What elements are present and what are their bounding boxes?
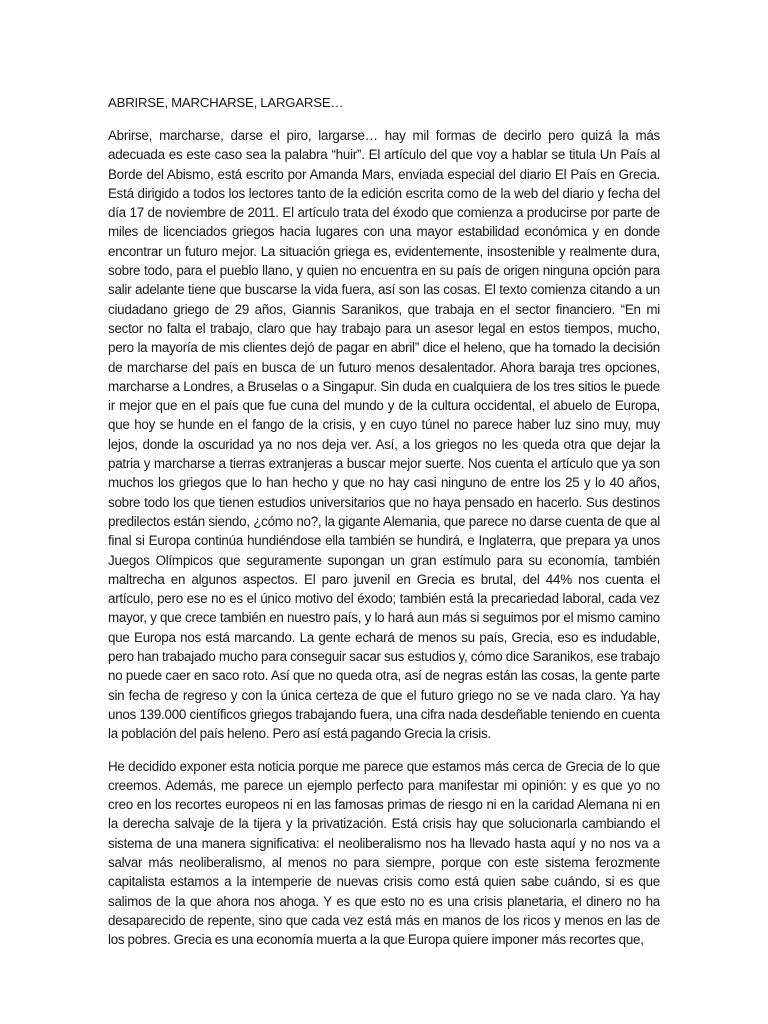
document-body (108, 94, 660, 949)
paragraph-1: Abrirse, marcharse, darse el piro, largarse… hay mil formas de decirlo pero quizá la más adecuada es este caso sea la palabra “huir”. El artículo del que voy a hablar se titula Un País al Borde del Abismo, está escrito por Amanda Mars, enviada especial del diario El País en Grecia. Está dirigido a todos los lectores tanto de la edición escrita como de la web del diario y fecha del día 17 de noviembre de 2011. El artículo trata del éxodo que comienza a producirse por parte de miles de licenciados griegos hacia lugares con una mayor estabilidad económica y en donde encontrar un futuro mejor. La situación griega es, evidentemente, insostenible y realmente dura, sobre todo, para el pueblo llano, y quien no encuentra en su país de origen ninguna opción para salir adelante tiene que buscarse la vida fuera, así son las cosas. El texto comienza citando a un ciudadano griego de 29 años, Giannis Saranikos, que trabaja en el sector financiero. “En mi sector no falta el trabajo, claro que hay trabajo para un asesor legal en estos tiempos, mucho, pero la mayoría de mis clientes dejó de pagar en abril” dice el heleno, que ha tomado la decisión de marcharse del país en busca de un futuro menos desalentador. Ahora baraja tres opciones, marcharse a Londres, a Bruselas o a Singapur. Sin duda en cualquiera de los tres sitios le puede ir mejor que en el país que fue cuna del mundo y de la cultura occidental, el abuelo de Europa, que hoy se hunde en el fango de la crisis, y en cuyo túnel no parece haber luz sino muy, muy lejos, donde la oscuridad ya no nos deja ver. Así, a los griegos no les queda otra que dejar la patria y marcharse a tierras extranjeras a buscar mejor suerte. Nos cuenta el artículo que ya son muchos los griegos que lo han hecho y que no hay casi ninguno de entre los 25 y lo 40 años, sobre todo los que tienen estudios universitarios que no haya pensado en hacerlo. Sus destinos predilectos están siendo, ¿cómo no?, la gigante Alemania, que parece no darse cuenta de que al final si Europa continúa hundiéndose ella también se hundirá, e Inglaterra, que prepara ya unos Juegos Olímpicos que seguramente supongan un gran estímulo para su economía, también maltrecha en algunos aspectos. El paro juvenil en Grecia es brutal, del 44% nos cuenta el artículo, pero ese no es el único motivo del éxodo; también está la precariedad laboral, cada vez mayor, y que crece también en nuestro país, y lo hará aun más si seguimos por el mismo camino que Europa nos está marcando. La gente echará de menos su país, Grecia, eso es indudable, pero han trabajado mucho para conseguir sacar sus estudios y, cómo dice Saranikos, ese trabajo no puede caer en saco roto. Así que no queda otra, así de negras están las cosas, la gente parte sin fecha de regreso y con la única certeza de que el futuro griego no se ve nada claro. Ya hay unos 139.000 científicos griegos trabajando fuera, una cifra nada desdeñable teniendo en cuenta la población del país heleno. Pero así está pagando Grecia la crisis. (108, 128, 660, 742)
paragraph-2: He decidido exponer esta noticia porque me parece que estamos más cerca de Grecia de lo que creemos. Además, me parece un ejemplo perfecto para manifestar mi opinión: y es que yo no creo en los recortes europeos ni en las famosas primas de riesgo ni en la caridad Alemana ni en la derecha salvaje de la tijera y la privatización. Está crisis hay que solucionarla cambiando el sistema de una manera significativa: el neoliberalismo nos ha llevado hasta aquí y no nos va a salvar más neoliberalismo, al menos no para siempre, porque con este sistema ferozmente capitalista estamos a la intemperie de nuevas crisis como está quien sabe cuándo, si es que salimos de la que ahora nos ahoga. Y es que esto no es una crisis planetaria, el dinero no ha desaparecido de repente, sino que cada vez está más en manos de los ricos y menos en las de los pobres. Grecia es una economía muerta a la que Europa quiere imponer más recortes que, (108, 758, 660, 948)
document-title: ABRIRSE, MARCHARSE, LARGARSE… (108, 95, 344, 110)
